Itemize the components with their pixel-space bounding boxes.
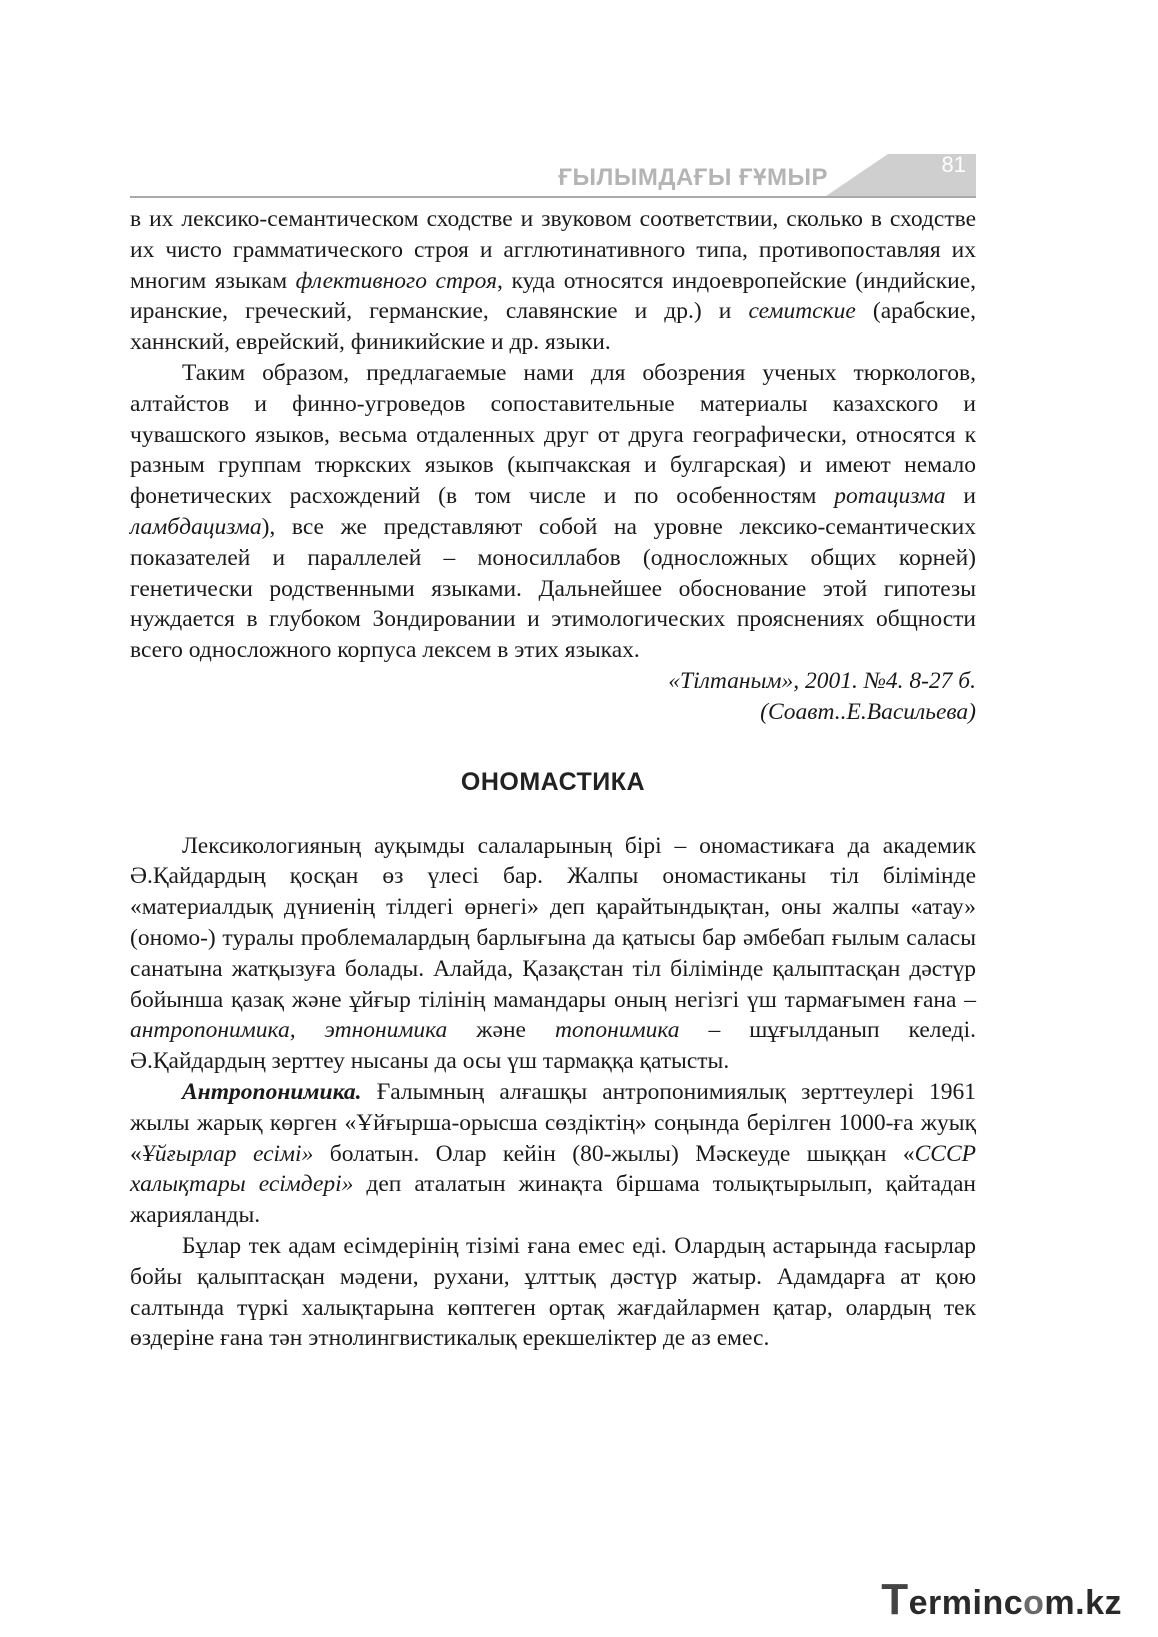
header-rule — [130, 196, 976, 198]
section-title: ОНОМАСТИКА — [460, 767, 646, 796]
paragraph-2: Таким образом, предлагаемые нами для обозрения ученых тюркологов, алтайстов и финно-угроведов сопоставительные материалы казахского и чувашского языков, весьма отдаленных друг от друга географически, относятся к разным группам тюркских языков (кыпчакская и булгарская) и имеют немало фонетических расхождений (в том числе и по особенностям ротацизма и ламбдацизма), все же представляют собой на уровне лексико-семантических показателей и параллелей – моносиллабов (односложных общих корней) генетически родственными языками. Дальнейшее обоснование этой гипотезы нуждается в глубоком Зондировании и этимологических прояснениях общности всего односложного корпуса лексем в этих языках. — [130, 359, 976, 664]
running-header — [130, 150, 976, 198]
paragraph-1: в их лексико-семантическом сходстве и звуковом соответствии, сколько в сходстве их чисто грамматического строя и агглютинативного типа, противопоставляя их многим языкам флективного строя, куда относятся индоевропейские (индийские, иранские, греческий, германские, славянские и др.) и семитские (арабские, ханнский, еврейский, финикийские и др. языки. — [130, 206, 977, 356]
termincom-watermark-logo: Termincom.kz — [881, 1575, 1122, 1624]
page-number: 81 — [941, 152, 966, 177]
paragraph-4: Антропонимика. Ғалымның алғашқы антропонимиялық зерттеулері 1961 жылы жарық көрген «Ұйғырша-орысша сөздіктің» соңында берілген 1000-ға жуық «Ұйғырлар есімі» болатын. Олар кейін (80-жылы) Мәскеуде шыққан «СССР халықтары есімдері» деп аталатын жинақта біршама толықтырылып, қайтадан жарияланды. — [130, 1078, 976, 1229]
paragraph-3: Лексикологияның ауқымды салаларының бірі – ономастикаға да академик Ә.Қайдардың қосқан өз үлесі бар. Жалпы ономастиканы тіл білімінде «материалдық дүниенің тілдегі өрнегі» деп қарайтындықтан, оны жалпы «атау» (ономо-) туралы проблемалардың барлығына да қатысы бар әмбебап ғылым саласы санатына жатқызуға болады. Алайда, Қазақстан тіл білімінде қалыптасқан дәстүр бойынша қазақ және ұйғыр тілінің мамандары оның негізгі үш тармағымен ғана – антропонимика, этнонимика және топонимика – шұғылданып келеді. Ә.Қайдардың зерттеу нысаны да осы үш тармаққа қатысты. — [130, 832, 976, 1075]
page-body — [130, 204, 976, 1354]
paragraph-5: Бұлар тек адам есімдерінің тізімі ғана емес еді. Олардың астарында ғасырлар бойы қалыптасқан мәдени, рухани, ұлттық дәстүр жатыр. Адамдарға ат қою салтында түркі халықтарына көптеген ортақ жағдайлармен қатар, олардың тек өздеріне ғана тән этнолингвистикалық ерекшеліктер де аз емес. — [130, 1232, 976, 1352]
source-citation: «Тілтаным», 2001. №4. 8-27 б. — [668, 667, 976, 694]
running-title: ҒЫЛЫМДАҒЫ ҒҰМЫР — [558, 164, 828, 191]
source-coauthor: (Соавт..Е.Васильева) — [760, 698, 976, 725]
